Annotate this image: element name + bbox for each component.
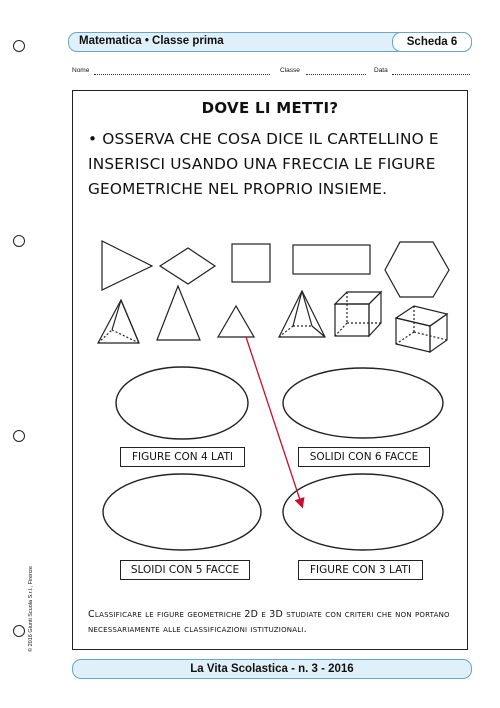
square-pyramid-solid: [279, 291, 325, 337]
set-ellipse-six-faces: [283, 368, 443, 438]
class-label: Classe: [280, 67, 300, 74]
set-ellipse-four-sides: [116, 367, 248, 439]
square-shape: [232, 244, 270, 282]
small-triangle-shape: [218, 306, 254, 337]
set-ellipse-three-sides: [283, 474, 443, 550]
copyright-text: © 2016 Giunti Scuola S.r.l., Firenze: [28, 566, 34, 652]
date-label: Data: [374, 67, 388, 74]
pyramid-solid: [98, 300, 139, 343]
subject-title: Matematica • Classe prima: [79, 35, 224, 47]
set-label-six-faces: SOLIDI CON 6 FACCE: [298, 447, 430, 467]
set-label-three-sides: FIGURE CON 3 LATI: [298, 560, 423, 580]
set-label-four-sides: FIGURE CON 4 LATI: [120, 447, 245, 467]
page-title: DOVE LI METTI?: [201, 99, 339, 117]
isosceles-triangle-shape: [157, 286, 200, 340]
set-ellipse-five-faces: [103, 474, 261, 550]
rhombus-shape: [160, 248, 215, 284]
set-label-five-faces: SLOIDI CON 5 FACCE: [120, 560, 250, 580]
rectangle-shape: [293, 245, 370, 274]
teacher-note: Classificare le figure geometriche 2D e 3D studiate con criteri che non portano necessariamente alle classificazioni istituzionali.: [88, 609, 450, 635]
cube-solid: [335, 292, 381, 336]
triangle-shape: [102, 241, 152, 290]
name-label: Nome: [72, 67, 90, 74]
sheet-number: Scheda 6: [392, 32, 472, 52]
instruction-text: • OSSERVA CHE COSA DICE IL CARTELLINO E INSERISCI USANDO UNA FRECCIA LE FIGURE GEOMETRICHE NEL PROPRIO INSIEME.: [88, 130, 439, 198]
hexagon-shape: [385, 242, 449, 297]
answer-arrow: [246, 337, 302, 506]
prism-solid: [396, 306, 447, 352]
footer-bar: La Vita Scolastica - n. 3 - 2016: [72, 659, 472, 679]
